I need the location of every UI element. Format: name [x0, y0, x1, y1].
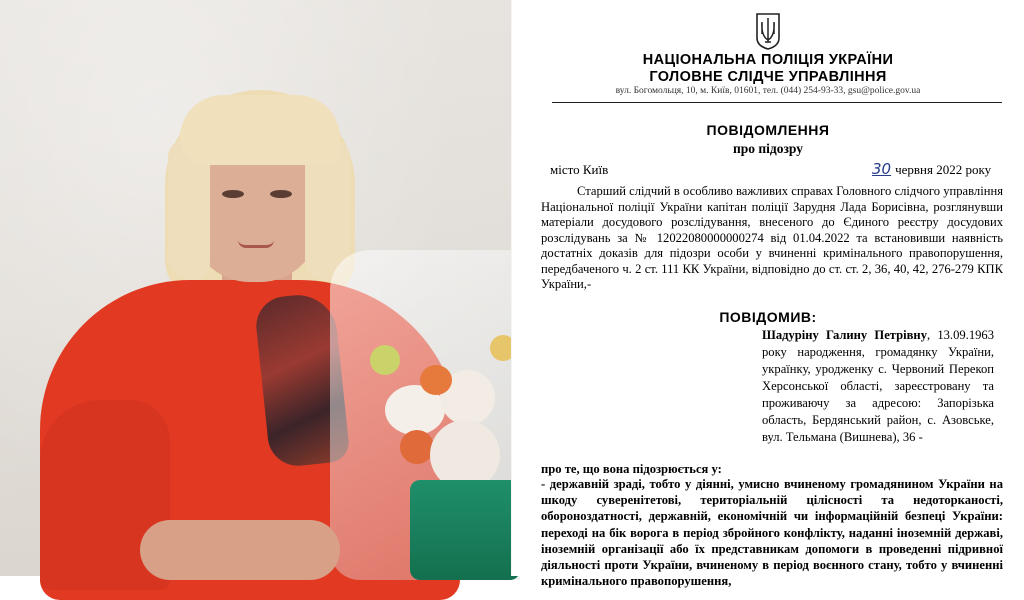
department-name: ГОЛОВНЕ СЛІДЧЕ УПРАВЛІННЯ [649, 69, 887, 85]
document-date [872, 160, 991, 178]
jelly-candy [420, 365, 452, 395]
portrait-photo [0, 0, 512, 576]
notified-heading: ПОВІДОМИВ: [719, 309, 817, 325]
city: місто Київ [550, 162, 609, 177]
suspect-name: Шадуріну Галину Петрівну [762, 328, 927, 342]
coat-of-arms-icon [754, 12, 782, 50]
mouth [238, 240, 274, 248]
green-gift-box [410, 480, 520, 580]
organization-address: вул. Богомольця, 10, м. Київ, 01601, тел. (044) 254-93-33, gsu@police.gov.ua [615, 86, 921, 96]
charge-paragraph: - державній зраді, тобто у діянні, умисно вчиненому громадянином України на шкоду суверенітетові, територіальній цілісності та недоторканості, обороноздатності, державній, економічній чи інформаційній безпеці України: переході на бік ворога в період збройного конфлікту, наданні іноземній державі, іноземній організації або їх представникам допомоги в проведенні підривної діяльності проти України, вчиненому в період воєнного стану, тобто у вчиненні кримінального правопорушення, [541, 477, 1003, 589]
organization-name: НАЦІОНАЛЬНА ПОЛІЦІЯ УКРАЇНИ [642, 52, 894, 68]
document-title: ПОВІДОМЛЕННЯ [706, 122, 830, 138]
date-day-handwritten: 30 [872, 160, 892, 178]
hair-fringe [180, 95, 340, 165]
left-eye [222, 190, 244, 198]
document-subtitle: про підозру [732, 141, 804, 156]
suspect-block [762, 327, 994, 446]
jelly-candy [400, 430, 434, 464]
suspect-details: , 13.09.1963 року народження, громадянку України, українку, уродженку с. Червоний Перекоп Херсонської області, зареєстровану та проживаючу за адресою: Запорізька область, Бердянський район, с. Азовське, вул. Тельмана (Вишнева), 36 - [762, 328, 995, 444]
investigator-paragraph: Старший слідчий в особливо важливих справах Головного слідчого управління Національної поліції України капітан поліції Зарудня Лада Борисівна, розглянувши матеріали досудового розслідування, внесеного до Єдиного реєстру досудових розслідувань за № 12022080000000274 від 01.04.2022 та встановивши наявність достатніх доказів для підозри особи у вчиненні кримінального правопорушення, передбаченого ч. 2 ст. 111 КК України, відповідно до ст. ст. 2, 36, 40, 42, 276-279 КПК України,- [541, 184, 1003, 291]
candy [370, 345, 400, 375]
header-rule [552, 102, 1002, 103]
suspicion-intro: про те, що вона підозрюється у: [541, 462, 722, 476]
hand [140, 520, 340, 580]
right-eye [270, 190, 292, 198]
date-month-year: червня 2022 року [895, 162, 992, 177]
